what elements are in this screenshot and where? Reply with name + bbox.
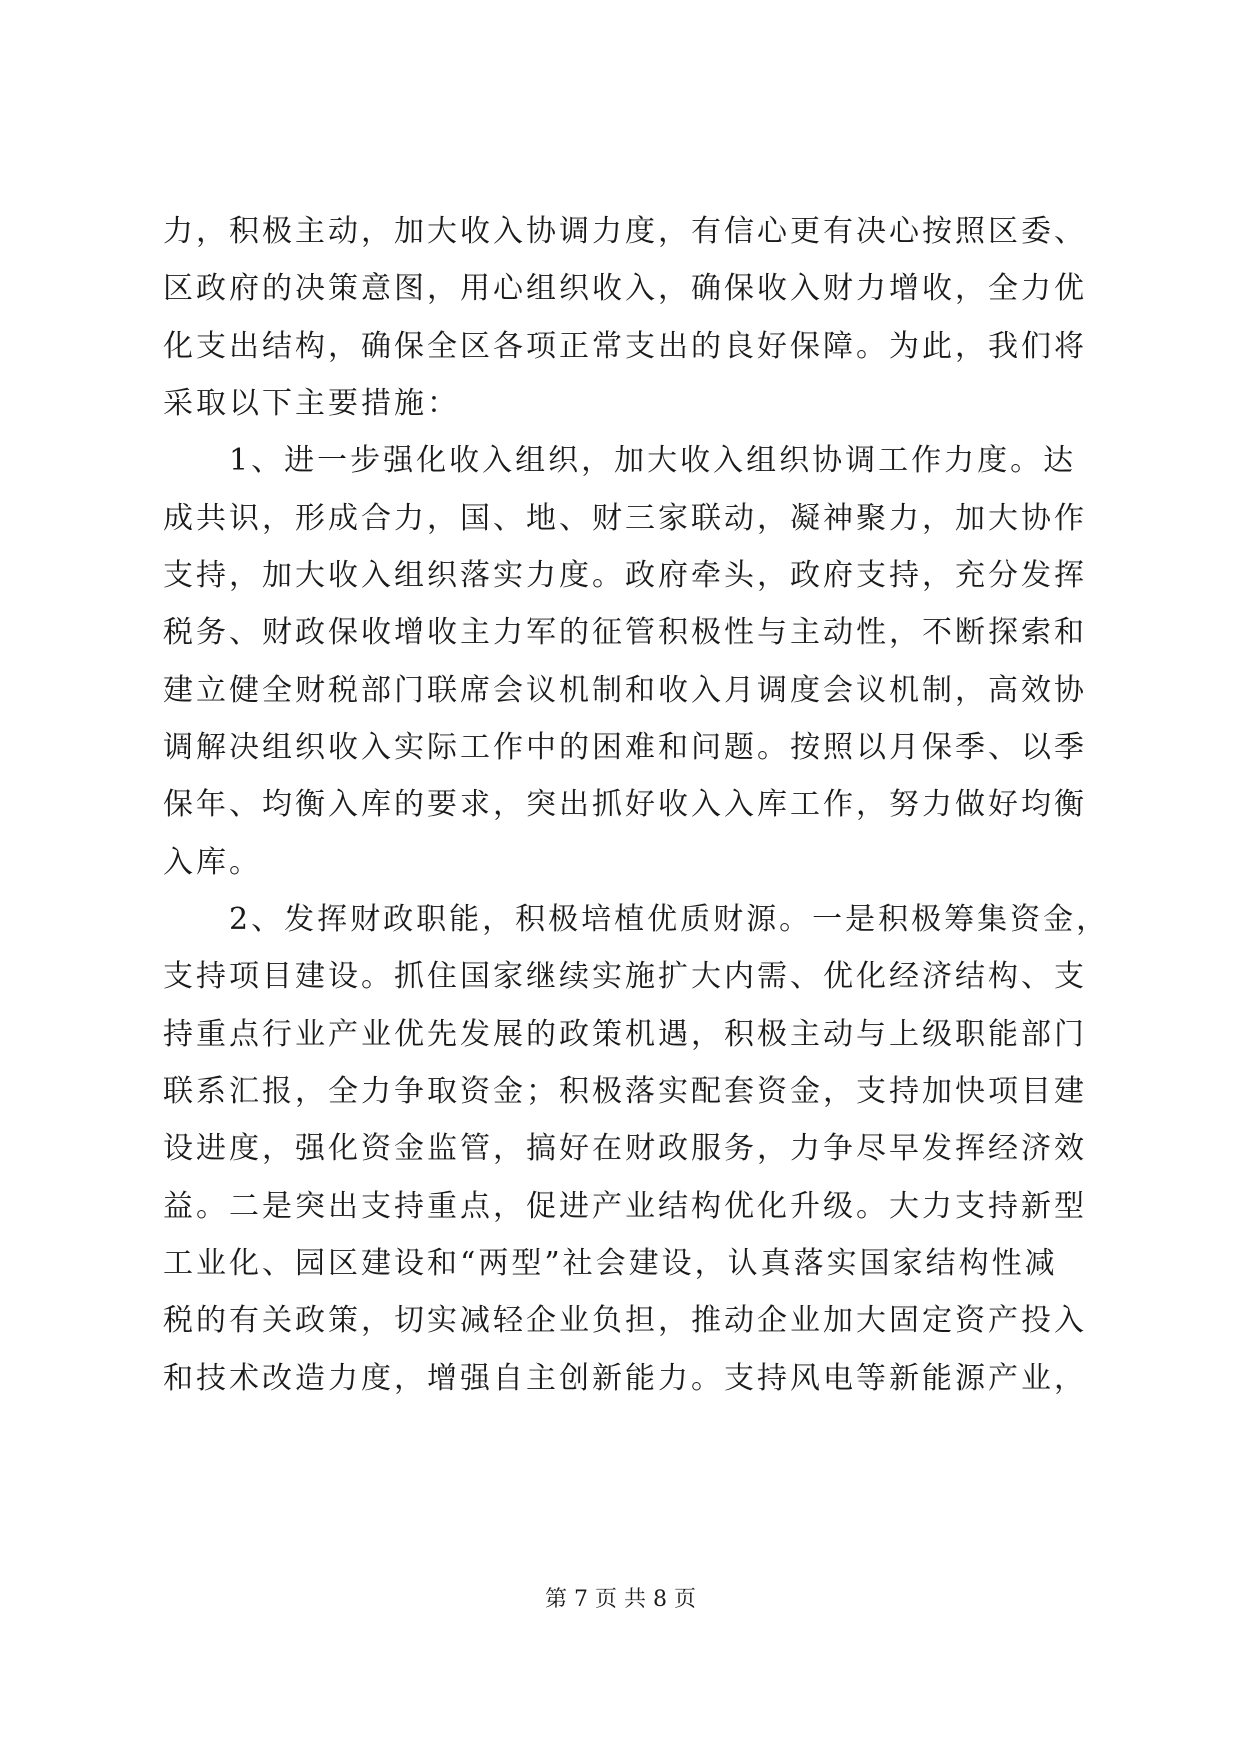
text-line: 设进度，强化资金监管，搞好在财政服务，力争尽早发挥经济效 bbox=[163, 1131, 1087, 1166]
text-line: 和技术改造力度，增强自主创新能力。支持风电等新能源产业， bbox=[163, 1361, 1087, 1396]
text-line: 调解决组织收入实际工作中的困难和问题。按照以月保季、以季 bbox=[163, 730, 1087, 765]
text-line: 成共识，形成合力，国、地、财三家联动，凝神聚力，加大协作 bbox=[163, 501, 1087, 536]
text-line: 支持，加大收入组织落实力度。政府牵头，政府支持，充分发挥 bbox=[163, 558, 1087, 593]
text-line: 力，积极主动，加大收入协调力度，有信心更有决心按照区委、 bbox=[163, 214, 1087, 249]
page-number-footer: 第 7 页 共 8 页 bbox=[545, 1587, 696, 1612]
text-line: 建立健全财税部门联席会议机制和收入月调度会议机制，高效协 bbox=[163, 673, 1087, 708]
text-line: 采取以下主要措施： bbox=[163, 386, 460, 421]
text-line: 保年、均衡入库的要求，突出抓好收入入库工作，努力做好均衡 bbox=[163, 787, 1087, 822]
text-line: 入库。 bbox=[163, 845, 262, 880]
text-line: 区政府的决策意图，用心组织收入，确保收入财力增收，全力优 bbox=[163, 271, 1087, 306]
text-line: 持重点行业产业优先发展的政策机遇，积极主动与上级职能部门 bbox=[163, 1017, 1087, 1052]
text-line: 税务、财政保收增收主力军的征管积极性与主动性，不断探索和 bbox=[163, 615, 1087, 650]
text-line: 联系汇报，全力争取资金；积极落实配套资金，支持加快项目建 bbox=[163, 1074, 1087, 1109]
text-line: 益。二是突出支持重点，促进产业结构优化升级。大力支持新型 bbox=[163, 1189, 1087, 1224]
text-line: 1、进一步强化收入组织，加大收入组织协调工作力度。达 bbox=[163, 443, 1077, 478]
text-line: 支持项目建设。抓住国家继续实施扩大内需、优化经济结构、支 bbox=[163, 959, 1087, 994]
text-line: 化支出结构，确保全区各项正常支出的良好保障。为此，我们将 bbox=[163, 329, 1087, 364]
text-line: 税的有关政策，切实减轻企业负担，推动企业加大固定资产投入 bbox=[163, 1303, 1087, 1338]
text-line: 工业化、园区建设和“两型”社会建设，认真落实国家结构性减 bbox=[163, 1246, 1058, 1281]
text-line: 2、发挥财政职能，积极培植优质财源。一是积极筹集资金， bbox=[163, 902, 1110, 937]
